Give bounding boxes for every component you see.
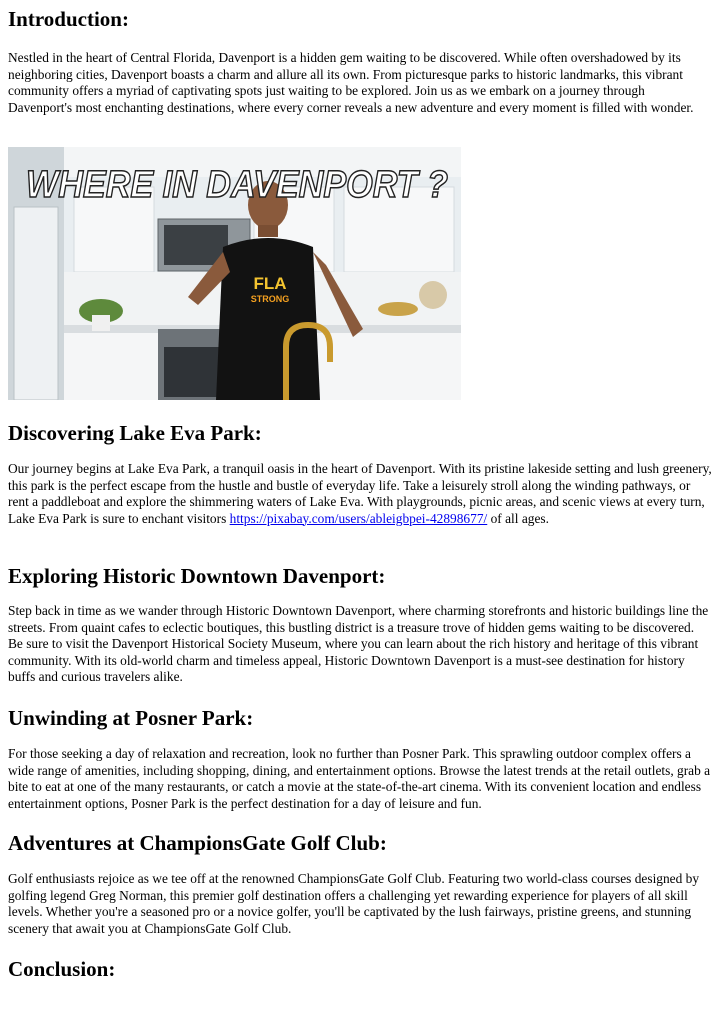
section-heading-posner: Unwinding at Posner Park: [8,706,254,730]
paragraph-lake-eva-end: of all ages. [487,510,549,526]
paragraph-golf: Golf enthusiasts rejoice as we tee off at the renowned ChampionsGate Golf Club. Featuring two world-class courses designed by golfing legend Greg Norman, this premier golf destination offers a challenging yet rewarding experience for players of all skill levels. Whether you're a seasoned pro or a novice golfer, you'll be captivated by the lush fairways, pristine greens, and stunning scenery that await you at ChampionsGate Golf Club. [8,871,700,936]
paragraph-lake-eva [8,461,712,527]
section-heading-downtown: Exploring Historic Downtown Davenport: [8,564,386,588]
kitchen-photo [8,147,461,400]
paragraph-posner: For those seeking a day of relaxation and recreation, look no further than Posner Park. This sprawling outdoor complex offers a wide range of amenities, including shopping, dining, and entertainment options. Browse the latest trends at the retail outlets, grab a bite to eat at one of the many restaurants, or catch a movie at the state-of-the-art cinema. With its convenient location and endless entertainment options, Posner Park is the perfect destination for a day of leisure and fun. [8,746,711,811]
shirt-logo-text: FLA [253,274,287,293]
pixabay-link[interactable]: https://pixabay.com/users/ableigbpei-42898677/ [229,510,488,526]
paragraph-downtown: Step back in time as we wander through Historic Downtown Davenport, where charming storefronts and historic buildings line the streets. From quaint cafes to eclectic boutiques, this bustling district is a treasure trove of hidden gems waiting to be discovered. Be sure to visit the Davenport Historical Society Museum, where you can learn about the rich history and heritage of this vibrant community. With its old-world charm and timeless appeal, Historic Downtown Davenport is a must-see destination for history buffs and curious travelers alike. [8,603,709,684]
section-heading-introduction: Introduction: [8,7,129,31]
section-heading-golf: Adventures at ChampionsGate Golf Club: [8,831,387,855]
section-heading-lake-eva: Discovering Lake Eva Park: [8,421,262,445]
paragraph-lake-eva-text: Our journey begins at Lake Eva Park, a tranquil oasis in the heart of Davenport. With its pristine lakeside setting and lush greenery, this park is the perfect escape from the hustle and bustle of everyday life. Take a leisurely stroll along the winding pathways, or rent a paddleboat and explore the shimmering waters of Lake Eva. With playgrounds, picnic areas, and scenic views at every turn, Lake Eva Park is sure to enchant visitors [8,461,712,526]
banner-title-text: WHERE IN DAVENPORT ? [26,164,448,206]
shirt-logo-subtext: STRONG [250,294,290,304]
section-heading-conclusion: Conclusion: [8,957,116,981]
paragraph-introduction: Nestled in the heart of Central Florida, Davenport is a hidden gem waiting to be discovered. While often overshadowed by its neighboring cities, Davenport boasts a charm and allure all its own. From picturesque parks to historic landmarks, this vibrant community offers a myriad of captivating spots just waiting to be explored. Join us as we embark on a journey through Davenport's most enchanting destinations, where every corner reveals a new adventure and every moment is filled with wonder. [8,50,694,115]
hero-image [8,147,461,400]
